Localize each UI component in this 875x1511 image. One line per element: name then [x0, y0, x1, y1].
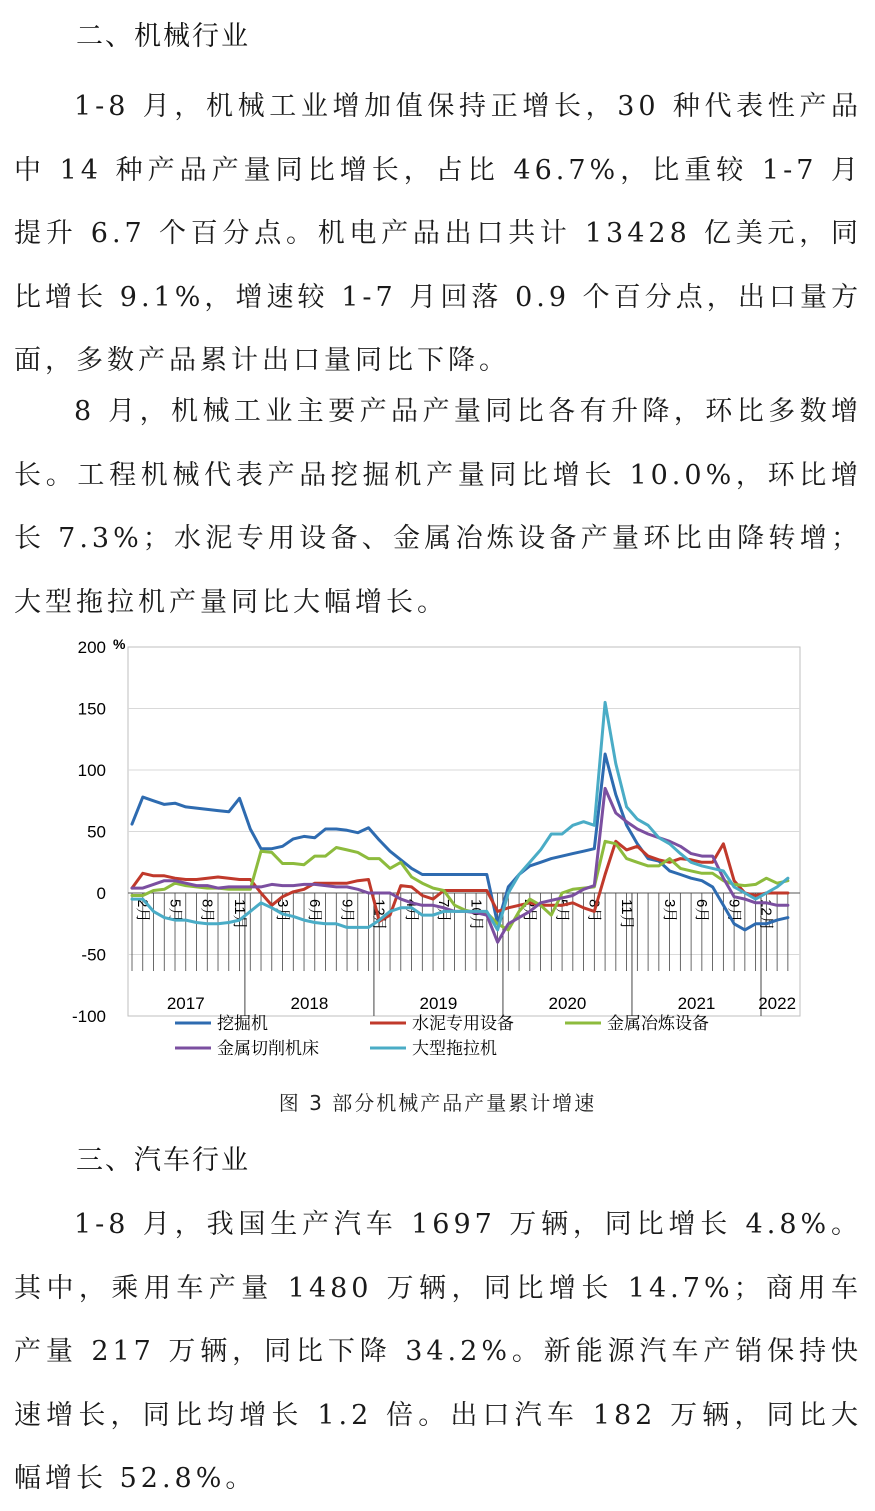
year-label: 2018 [290, 994, 329, 1013]
month-tick-label: 2月 [521, 899, 539, 923]
month-tick-label: 11月 [230, 899, 248, 930]
month-tick-label: 11月 [617, 899, 635, 930]
month-tick-label: 10月 [467, 899, 485, 931]
y-axis-unit: % [113, 636, 126, 652]
month-tick-label: 9月 [725, 899, 743, 923]
paragraph-machinery-overview: 1-8 月，机械工业增加值保持正增长，30 种代表性产品中 14 种产品产量同比增长，占比 46.7%，比重较 1-7 月提升 6.7 个百分点。机电产品出口共计 13428 亿美元，同比增长 9.1%，增速较 1-7 月回落 0.9 个百分点，出口量方面，多数产品累计出口量同比下降。 [14, 91, 862, 376]
month-tick-label: 9月 [338, 899, 356, 923]
legend-label: 金属冶炼设备 [607, 1014, 709, 1033]
month-tick-label: 12月 [370, 899, 388, 931]
y-tick-label: 0 [96, 884, 106, 903]
year-label: 2017 [166, 994, 205, 1013]
section-heading-machinery: 二、机械行业 [76, 21, 250, 52]
year-label: 2020 [548, 994, 587, 1013]
legend-label: 大型拖拉机 [412, 1039, 497, 1058]
year-label: 2021 [677, 994, 716, 1013]
figure-caption: 图 3 部分机械产品产量累计增速 [278, 1091, 597, 1115]
legend-label: 金属切削机床 [217, 1039, 319, 1058]
month-tick-label: 2月 [134, 899, 151, 923]
month-tick-label: 8月 [585, 899, 603, 923]
y-tick-label: 100 [77, 761, 106, 780]
y-tick-label: 200 [77, 638, 106, 657]
year-label: 2022 [758, 994, 797, 1013]
paragraph-machinery-august: 8 月，机械工业主要产品产量同比各有升降，环比多数增长。工程机械代表产品挖掘机产量同比增长 10.0%，环比增长 7.3%；水泥专用设备、金属冶炼设备产量环比由降转增；大型拖拉机产量同比大幅增长。 [14, 396, 862, 618]
month-tick-label: 3月 [660, 899, 678, 923]
legend-label: 水泥专用设备 [412, 1014, 514, 1033]
series-line-1 [132, 754, 788, 930]
month-tick-label: 12月 [757, 899, 775, 931]
month-tick-label: 4月 [402, 899, 420, 923]
month-tick-label: 5月 [166, 899, 184, 923]
month-tick-label: 5月 [553, 899, 571, 923]
y-tick-label: -100 [71, 1007, 106, 1026]
month-tick-label: 3月 [273, 899, 291, 923]
paragraph-automobile: 1-8 月，我国生产汽车 1697 万辆，同比增长 4.8%。其中，乘用车产量 1480 万辆，同比增长 14.7%；商用车产量 217 万辆，同比下降 34.2%。新能源汽车产销保持快速增长，同比均增长 1.2 倍。出口汽车 182 万辆，同比大幅增长 52.8%。 [14, 1209, 862, 1494]
y-tick-label: 150 [77, 699, 106, 719]
month-tick-label: 6月 [693, 899, 711, 923]
y-tick-label: 50 [87, 822, 106, 842]
chart-series [132, 702, 788, 942]
month-tick-label: 6月 [306, 899, 324, 923]
series-line-5 [132, 702, 788, 930]
legend-label: 挖掘机 [217, 1014, 268, 1033]
production-growth-chart [60, 628, 820, 1068]
chart-legend [175, 1013, 709, 1058]
year-label: 2019 [419, 994, 458, 1013]
y-tick-label: -50 [81, 945, 106, 965]
month-tick-label: 7月 [435, 899, 453, 923]
section-heading-automobile: 三、汽车行业 [76, 1145, 250, 1176]
month-tick-label: 8月 [198, 899, 216, 923]
